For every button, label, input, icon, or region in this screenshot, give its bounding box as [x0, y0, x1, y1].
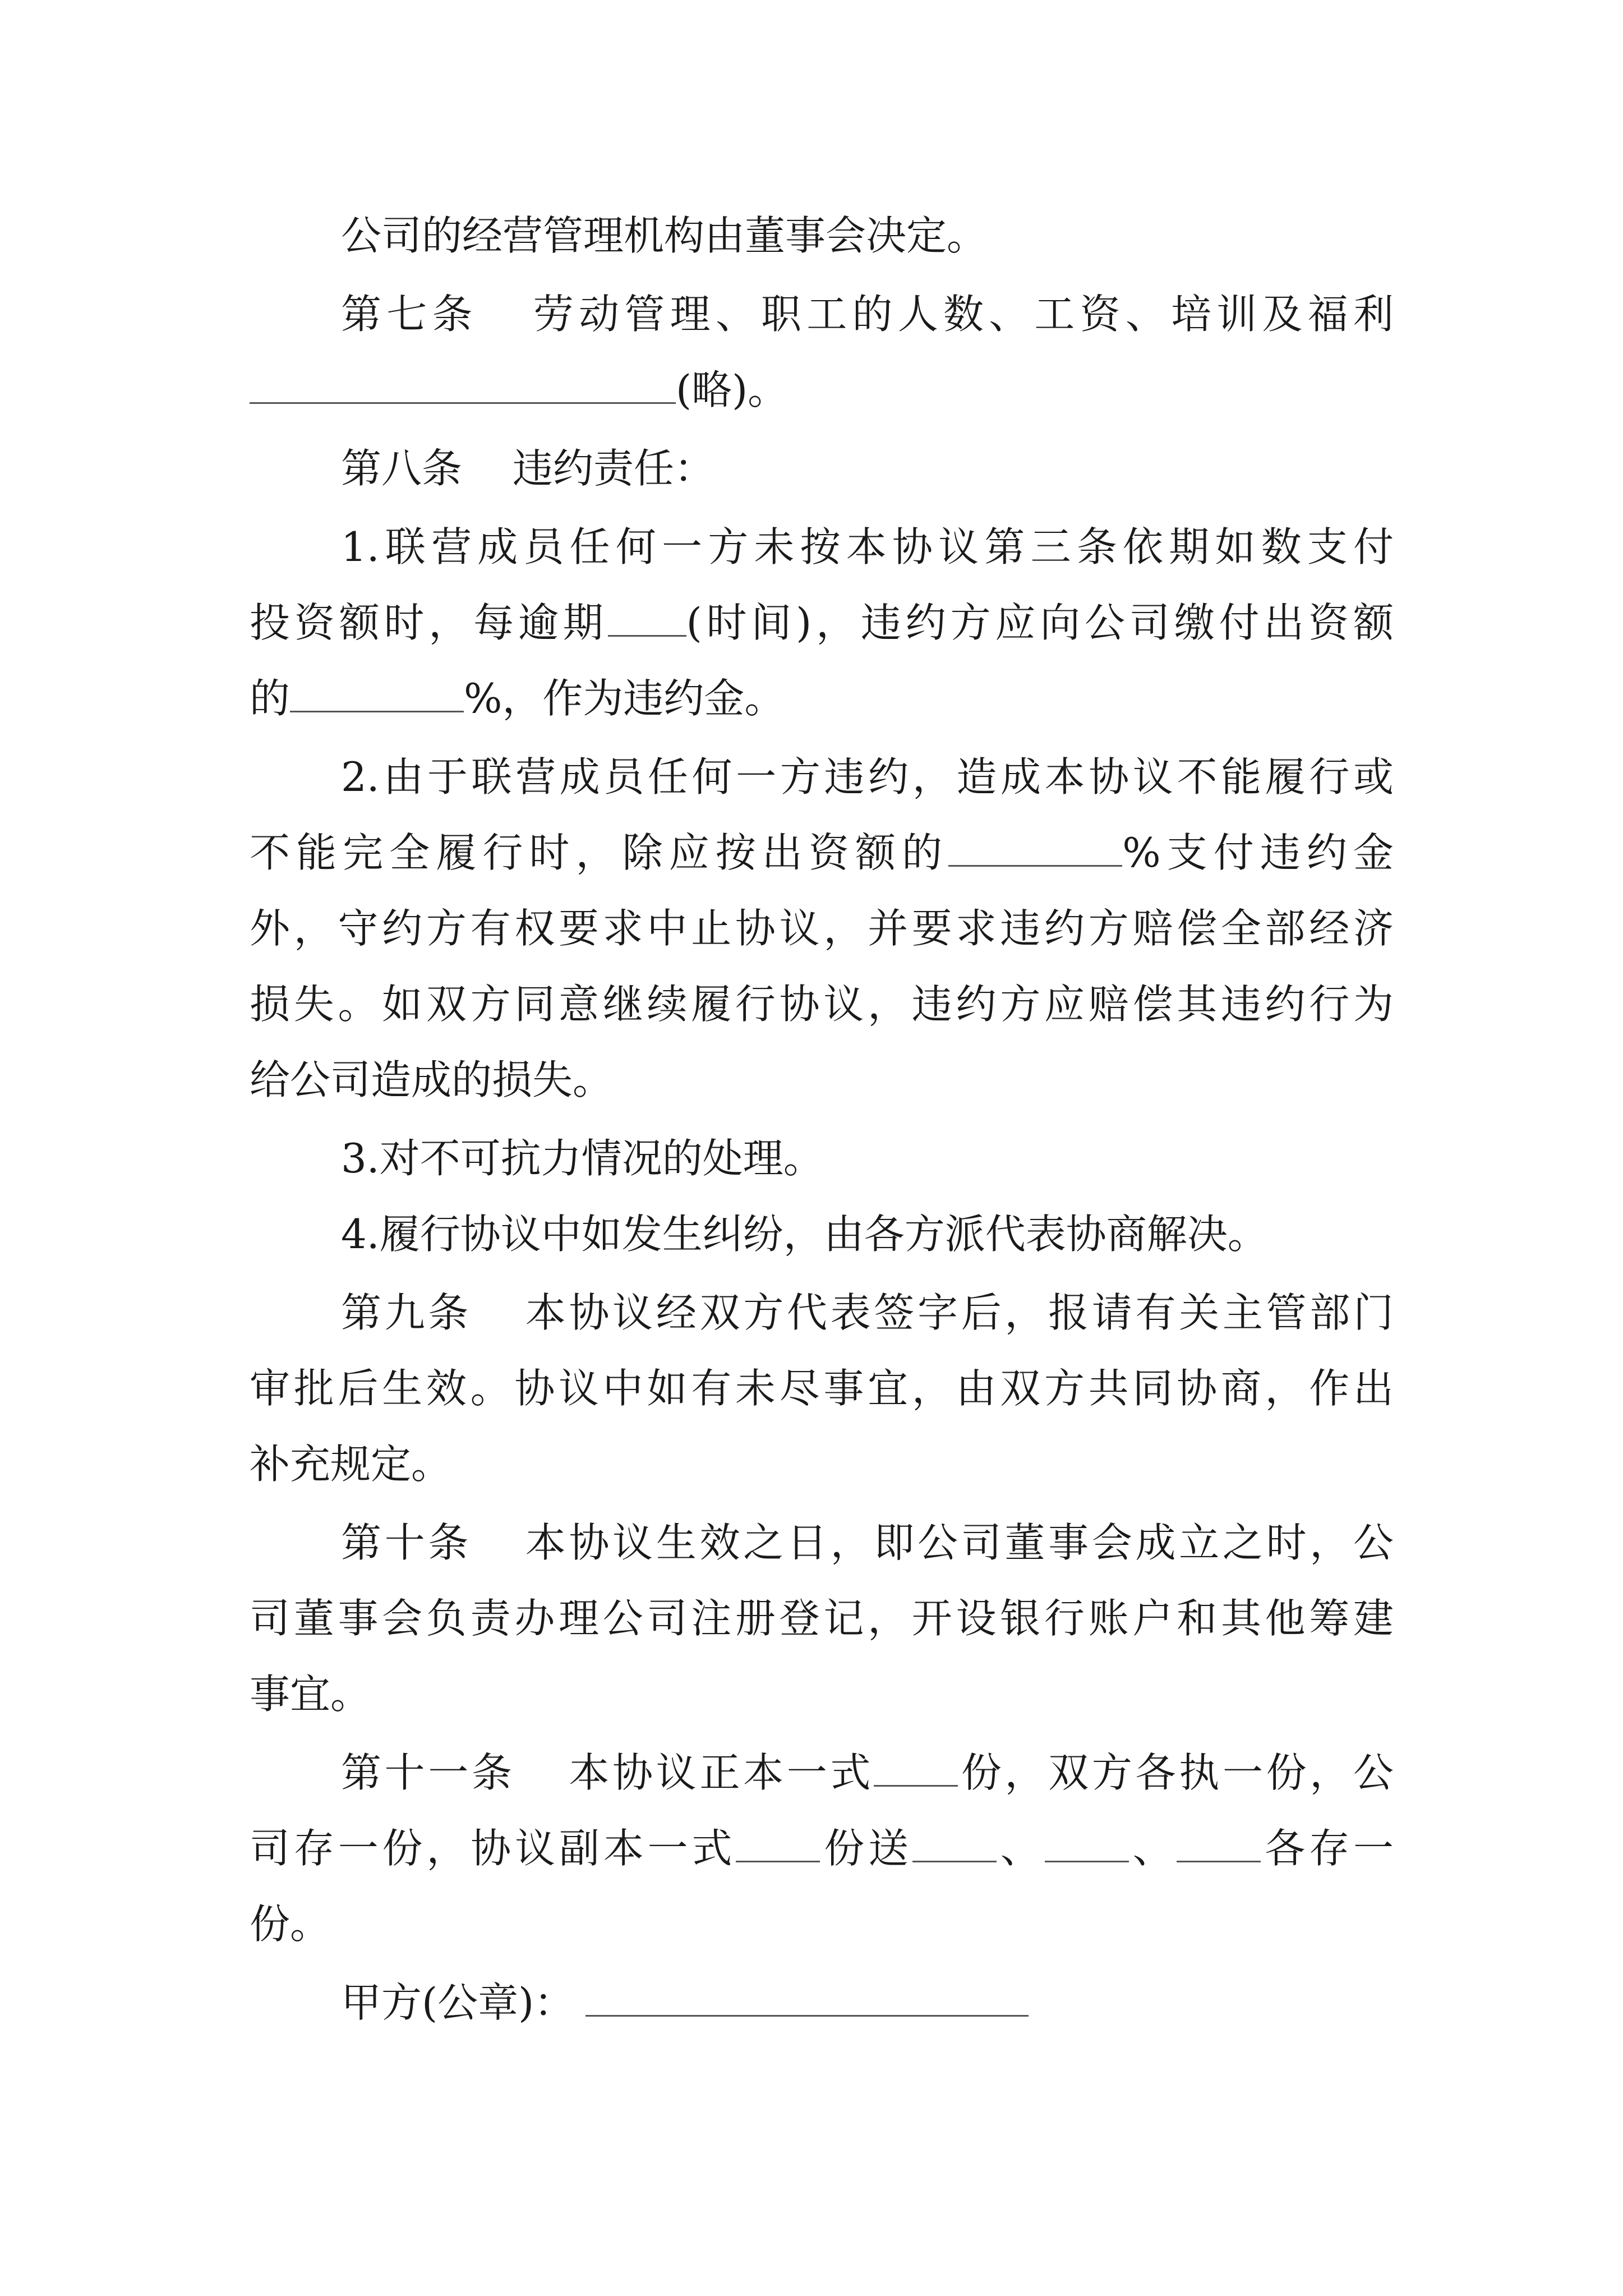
article-heading: 第八条 — [341, 445, 463, 492]
fill-blank — [608, 595, 686, 637]
paragraph-line — [341, 519, 1394, 575]
paragraph-line — [250, 1666, 1394, 1722]
text: 本协议经双方代表签字后，报请有关主管部门 — [522, 1289, 1394, 1336]
text: 外，守约方有权要求中止协议，并要求违约方赔偿全部经济 — [250, 905, 1394, 952]
text: 给公司造成的损失。 — [250, 1056, 614, 1103]
fill-blank — [948, 825, 1122, 867]
text: %支付违约金 — [1122, 829, 1394, 876]
paragraph-line — [250, 670, 1394, 726]
fill-blank — [874, 1745, 958, 1787]
text: 本协议生效之日，即公司董事会成立之时，公 — [522, 1519, 1394, 1566]
fill-blank — [1177, 1820, 1261, 1862]
paragraph-line — [250, 1360, 1394, 1416]
fill-blank — [1045, 1820, 1129, 1862]
text: 、 — [1128, 1825, 1177, 1872]
text: 的 — [250, 675, 291, 722]
article-11-line — [341, 1745, 1394, 1801]
article-heading: 第七条 — [341, 291, 478, 338]
fill-blank — [736, 1820, 820, 1862]
text: 事宜。 — [250, 1671, 371, 1718]
text: 司存一份，协议副本一式 — [250, 1825, 736, 1872]
article-8-heading — [341, 440, 1394, 496]
text: %，作为违约金。 — [464, 675, 785, 722]
text: 份。 — [250, 1901, 331, 1948]
paragraph-line — [250, 976, 1394, 1032]
text: 审批后生效。协议中如有未尽事宜，由双方共同协商，作出 — [250, 1365, 1394, 1412]
text: (略)。 — [676, 366, 789, 413]
text: 2.由于联营成员任何一方违约，造成本协议不能履行或 — [341, 753, 1394, 800]
article-7-line — [341, 286, 1394, 342]
text: 投资额时，每逾期 — [250, 599, 608, 646]
text: 份，双方各执一份，公 — [958, 1749, 1394, 1796]
text: 、 — [996, 1825, 1045, 1872]
paragraph-line — [250, 1052, 1394, 1108]
fill-blank — [290, 670, 464, 712]
paragraph-line — [341, 1130, 1394, 1186]
fill-blank — [912, 1820, 997, 1862]
paragraph-line — [250, 1896, 1394, 1952]
article-heading: 第九条 — [341, 1289, 472, 1336]
text: 司董事会负责办理公司注册登记，开设银行账户和其他筹建 — [250, 1595, 1394, 1642]
text: 劳动管理、职工的人数、工资、培训及福利 — [528, 291, 1394, 338]
paragraph-line — [341, 749, 1394, 805]
article-heading: 第十一条 — [341, 1749, 515, 1796]
text: 1.联营成员任何一方未按本协议第三条依期如数支付 — [341, 523, 1394, 570]
party-a-label: 甲方(公章)： — [341, 1979, 575, 2026]
paragraph-line — [250, 1590, 1394, 1646]
article-10-line — [341, 1515, 1394, 1571]
paragraph-line — [250, 1820, 1394, 1876]
text: 补充规定。 — [250, 1441, 452, 1488]
text: 不能完全履行时，除应按出资额的 — [250, 829, 949, 876]
text: 本协议正本一式 — [565, 1749, 874, 1796]
paragraph-line — [341, 1206, 1394, 1262]
article-7-tail — [250, 362, 1394, 418]
text: 损失。如双方同意继续履行协议，违约方应赔偿其违约行为 — [250, 981, 1394, 1028]
text: 违约责任： — [513, 445, 715, 492]
paragraph-line — [341, 208, 1394, 264]
article-heading: 第十条 — [341, 1519, 472, 1566]
paragraph-line — [250, 595, 1394, 651]
paragraph-line — [250, 900, 1394, 956]
text: 份送 — [820, 1825, 912, 1872]
signature-line-party-a — [341, 1975, 1394, 2031]
signature-blank — [585, 1975, 1029, 2017]
fill-blank — [250, 362, 676, 404]
text: 各存一 — [1261, 1825, 1394, 1872]
text: 4.履行协议中如发生纠纷，由各方派代表协商解决。 — [341, 1211, 1268, 1258]
text: 公司的经营管理机构由董事会决定。 — [341, 212, 988, 259]
text: (时间)，违约方应向公司缴付出资额 — [686, 599, 1394, 646]
article-9-line — [341, 1285, 1394, 1341]
text: 3.对不可抗力情况的处理。 — [341, 1135, 824, 1182]
paragraph-line — [250, 1436, 1394, 1492]
paragraph-line — [250, 825, 1394, 881]
